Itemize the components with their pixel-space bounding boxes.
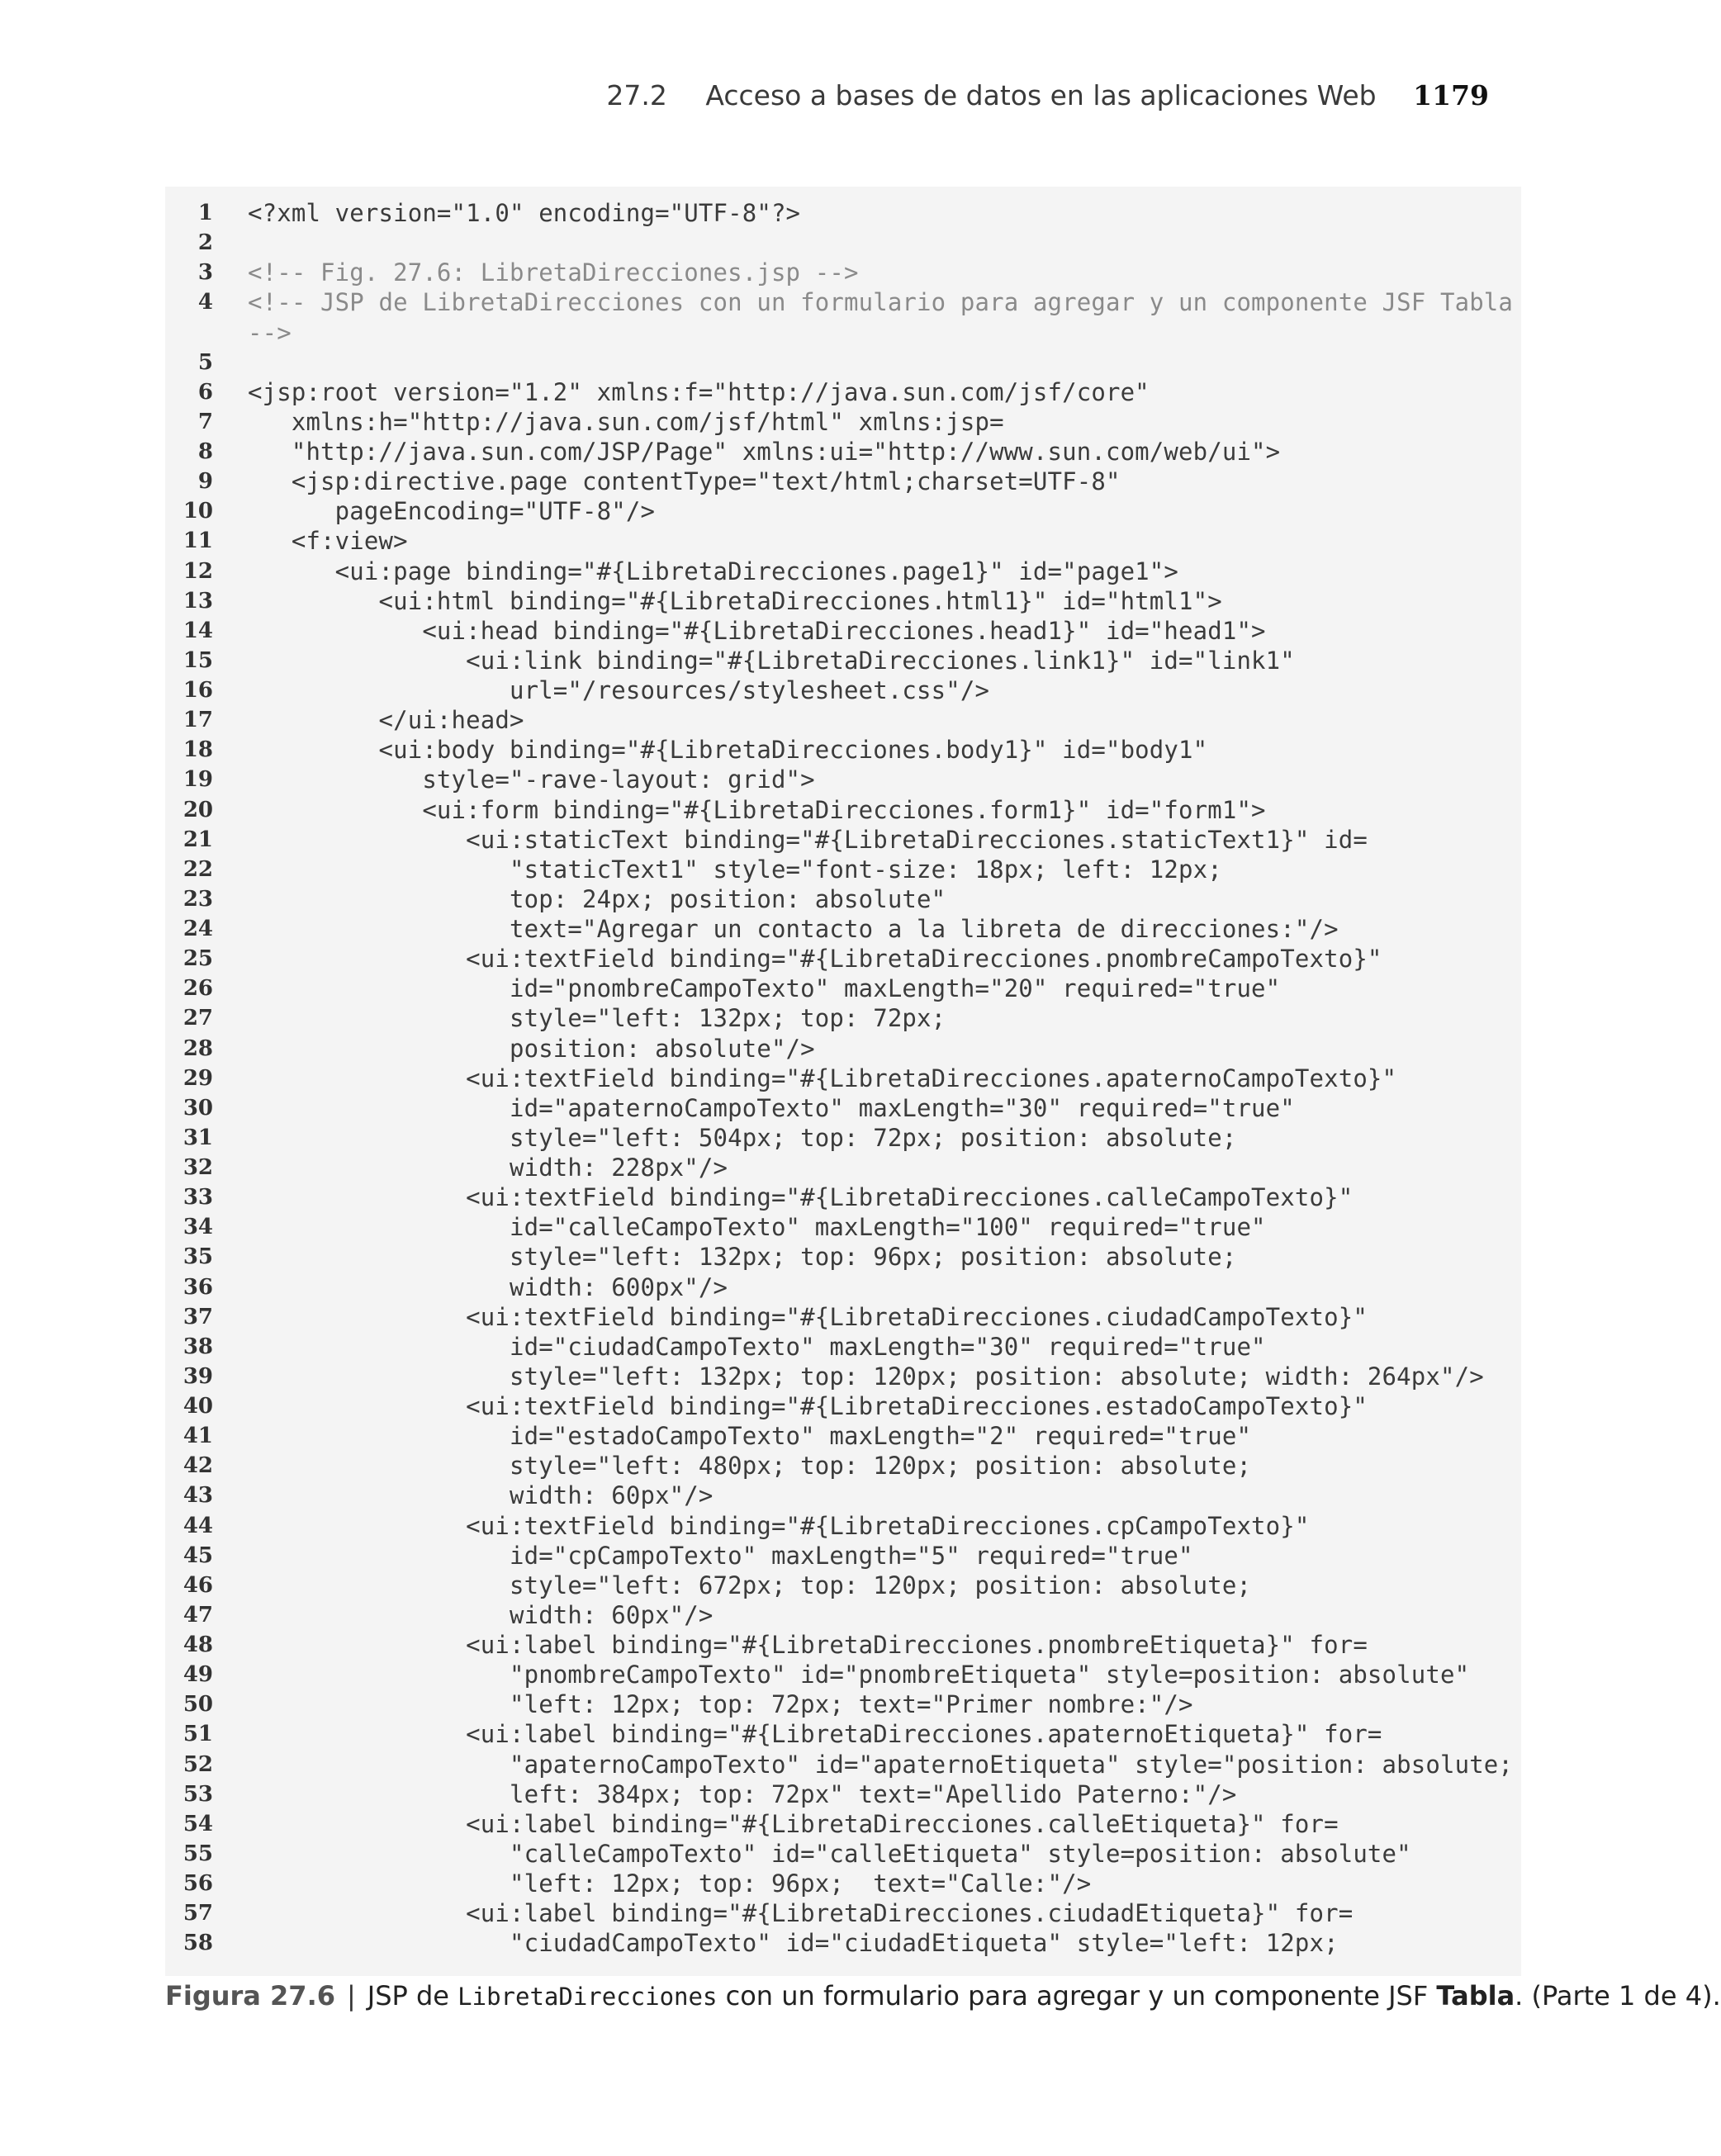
line-number: 27 [183, 1006, 213, 1031]
code-text: <!-- JSP de LibretaDirecciones con un formulario para agregar y un componente JSF Tabla [248, 288, 1514, 317]
line-number: 25 [183, 946, 213, 972]
line-number: 13 [183, 588, 213, 614]
code-text: "calleCampoTexto" id="calleEtiqueta" style=position: absolute" [248, 1839, 1411, 1868]
section-number: 27.2 [606, 79, 667, 111]
code-text: <?xml version="1.0" encoding="UTF-8"?> [248, 199, 801, 227]
code-text: width: 60px"/> [248, 1481, 714, 1510]
line-number: 18 [183, 737, 213, 763]
caption-text-middle: con un formulario para agregar y un componente JSF [717, 1980, 1437, 2011]
line-number: 41 [183, 1424, 213, 1449]
figure-label: Figura 27.6 [165, 1980, 335, 2011]
line-number: 15 [183, 647, 213, 673]
code-text: <ui:form binding="#{LibretaDirecciones.form1}" id="form1"> [248, 795, 1266, 824]
code-text: style="left: 480px; top: 120px; position: absolute; [248, 1452, 1252, 1481]
code-text: id="pnombreCampoTexto" maxLength="20" required="true" [248, 974, 1281, 1003]
section-title: Acceso a bases de datos en las aplicaciones Web [705, 79, 1377, 111]
line-number: 47 [183, 1602, 213, 1628]
line-number: 4 [197, 290, 213, 315]
code-text: "left: 12px; top: 96px; text="Calle:"/> [248, 1869, 1092, 1898]
line-number: 20 [183, 797, 213, 822]
line-number: 46 [183, 1572, 213, 1598]
code-text: <ui:textField binding="#{LibretaDirecciones.calleCampoTexto}" [248, 1183, 1354, 1212]
line-number: 58 [183, 1931, 213, 1956]
code-listing [165, 187, 1521, 1976]
line-number: 11 [183, 528, 213, 554]
line-number: 10 [183, 499, 213, 524]
code-text: url="/resources/stylesheet.css"/> [248, 676, 990, 704]
line-number: 6 [197, 379, 213, 405]
line-number: 16 [183, 678, 213, 703]
line-number: 53 [183, 1781, 213, 1807]
line-number: 57 [183, 1901, 213, 1926]
code-text: <ui:page binding="#{LibretaDirecciones.page1}" id="page1"> [248, 557, 1179, 585]
line-number: 48 [183, 1632, 213, 1657]
line-number: 3 [197, 260, 213, 286]
code-text: width: 228px"/> [248, 1154, 728, 1182]
line-number: 5 [197, 349, 213, 375]
code-text: style="left: 132px; top: 72px; [248, 1004, 946, 1033]
line-number: 51 [183, 1722, 213, 1747]
line-number: 39 [183, 1363, 213, 1389]
line-number: 9 [197, 469, 213, 495]
line-number: 23 [183, 886, 213, 912]
code-text: <ui:label binding="#{LibretaDirecciones.ciudadEtiqueta}" for= [248, 1899, 1354, 1928]
running-head [606, 79, 1489, 111]
code-text: top: 24px; position: absolute" [248, 884, 946, 913]
line-number: 49 [183, 1662, 213, 1688]
code-text: <ui:link binding="#{LibretaDirecciones.link1}" id="link1" [248, 646, 1295, 675]
code-text: style="left: 132px; top: 96px; position: absolute; [248, 1243, 1237, 1272]
code-text: </ui:head> [248, 706, 524, 735]
line-number: 32 [183, 1155, 213, 1180]
line-number: 45 [183, 1542, 213, 1568]
caption-component: Tabla [1436, 1980, 1515, 2011]
line-number: 50 [183, 1692, 213, 1718]
code-text: <ui:staticText binding="#{LibretaDirecciones.staticText1}" id= [248, 825, 1368, 854]
caption-separator: | [346, 1980, 356, 2011]
code-text: "pnombreCampoTexto" id="pnombreEtiqueta" style=position: absolute" [248, 1661, 1470, 1689]
line-number: 7 [197, 409, 213, 434]
line-number: 40 [183, 1394, 213, 1419]
line-number: 33 [183, 1185, 213, 1211]
line-number: 8 [197, 439, 213, 464]
code-text: pageEncoding="UTF-8"/> [248, 497, 656, 526]
code-text: <jsp:directive.page contentType="text/html;charset=UTF-8" [248, 467, 1121, 496]
code-text: <ui:textField binding="#{LibretaDirecciones.cpCampoTexto}" [248, 1511, 1310, 1540]
code-text: <ui:textField binding="#{LibretaDirecciones.estadoCampoTexto}" [248, 1392, 1368, 1420]
code-text: id="apaternoCampoTexto" maxLength="30" required="true" [248, 1093, 1295, 1122]
code-text: id="calleCampoTexto" maxLength="100" required="true" [248, 1213, 1266, 1242]
code-text: <jsp:root version="1.2" xmlns:f="http://java.sun.com/jsf/core" [248, 377, 1150, 406]
code-text: width: 60px"/> [248, 1600, 714, 1629]
code-text: "staticText1" style="font-size: 18px; left: 12px; [248, 855, 1222, 884]
code-text: <ui:body binding="#{LibretaDirecciones.body1}" id="body1" [248, 736, 1208, 765]
code-text: <ui:html binding="#{LibretaDirecciones.html1}" id="html1"> [248, 586, 1222, 615]
code-text: "left: 12px; top: 72px; text="Primer nombre:"/> [248, 1690, 1193, 1719]
code-text: position: absolute"/> [248, 1034, 815, 1063]
line-number: 55 [183, 1841, 213, 1866]
code-text: <f:view> [248, 527, 408, 556]
code-text: <ui:head binding="#{LibretaDirecciones.head1}" id="head1"> [248, 616, 1266, 645]
code-text: <ui:label binding="#{LibretaDirecciones.calleEtiqueta}" for= [248, 1809, 1339, 1838]
line-number: 52 [183, 1751, 213, 1777]
line-number: 12 [183, 558, 213, 584]
line-number: 22 [183, 856, 213, 882]
code-text: style="left: 504px; top: 72px; position: absolute; [248, 1123, 1237, 1152]
line-number: 30 [183, 1095, 213, 1121]
line-number: 24 [183, 917, 213, 941]
code-text: <ui:textField binding="#{LibretaDirecciones.ciudadCampoTexto}" [248, 1302, 1368, 1331]
caption-text-after: . (Parte 1 de 4). [1515, 1980, 1721, 2011]
code-text: style="left: 132px; top: 120px; position: absolute; width: 264px"/> [248, 1362, 1484, 1391]
caption-class-name: LibretaDirecciones [458, 1983, 718, 2011]
code-text: <ui:label binding="#{LibretaDirecciones.pnombreEtiqueta}" for= [248, 1631, 1368, 1659]
code-text: id="ciudadCampoTexto" maxLength="30" required="true" [248, 1332, 1266, 1361]
line-number: 26 [183, 976, 213, 1002]
line-number: 14 [183, 618, 213, 643]
line-number: 19 [183, 767, 213, 793]
code-text: "http://java.sun.com/JSP/Page" xmlns:ui="http://www.sun.com/web/ui"> [248, 438, 1281, 466]
code-text: <ui:textField binding="#{LibretaDirecciones.apaternoCampoTexto}" [248, 1064, 1397, 1092]
code-text: width: 600px"/> [248, 1272, 728, 1301]
line-number: 56 [183, 1871, 213, 1896]
code-text: <ui:textField binding="#{LibretaDirecciones.pnombreCampoTexto}" [248, 945, 1382, 974]
line-number: 28 [183, 1035, 213, 1061]
code-text: <!-- Fig. 27.6: LibretaDirecciones.jsp --> [248, 258, 859, 287]
caption-text-before: JSP de [367, 1980, 458, 2011]
line-number: 38 [183, 1334, 213, 1359]
line-number: 2 [197, 230, 213, 256]
code-text: id="cpCampoTexto" maxLength="5" required="true" [248, 1541, 1193, 1570]
line-number: 36 [183, 1274, 213, 1300]
code-text: "ciudadCampoTexto" id="ciudadEtiqueta" style="left: 12px; [248, 1929, 1339, 1958]
code-text: "apaternoCampoTexto" id="apaternoEtiqueta" style="position: absolute; [248, 1750, 1514, 1779]
code-text: text="Agregar un contacto a la libreta de direcciones:"/> [248, 915, 1339, 943]
line-number: 43 [183, 1483, 213, 1509]
line-number: 42 [183, 1453, 213, 1479]
line-number: 31 [183, 1125, 213, 1150]
code-text: <ui:label binding="#{LibretaDirecciones.apaternoEtiqueta}" for= [248, 1720, 1382, 1749]
page-number: 1179 [1413, 79, 1489, 111]
code-text: style="-rave-layout: grid"> [248, 765, 815, 794]
code-text: left: 384px; top: 72px" text="Apellido Paterno:"/> [248, 1779, 1237, 1808]
line-number: 17 [183, 708, 213, 733]
line-number: 21 [183, 827, 213, 852]
code-text: xmlns:h="http://java.sun.com/jsf/html" xmlns:jsp= [248, 407, 1004, 436]
code-text: id="estadoCampoTexto" maxLength="2" required="true" [248, 1422, 1252, 1451]
line-number: 1 [197, 201, 213, 225]
line-number: 34 [183, 1215, 213, 1240]
code-text: style="left: 672px; top: 120px; position: absolute; [248, 1571, 1252, 1599]
code-text: --> [248, 318, 292, 347]
line-number: 35 [183, 1244, 213, 1270]
line-number: 44 [183, 1513, 213, 1538]
line-number: 29 [183, 1065, 213, 1091]
line-number: 54 [183, 1811, 213, 1836]
figure-caption [165, 1980, 1721, 2011]
line-number: 37 [183, 1304, 213, 1329]
